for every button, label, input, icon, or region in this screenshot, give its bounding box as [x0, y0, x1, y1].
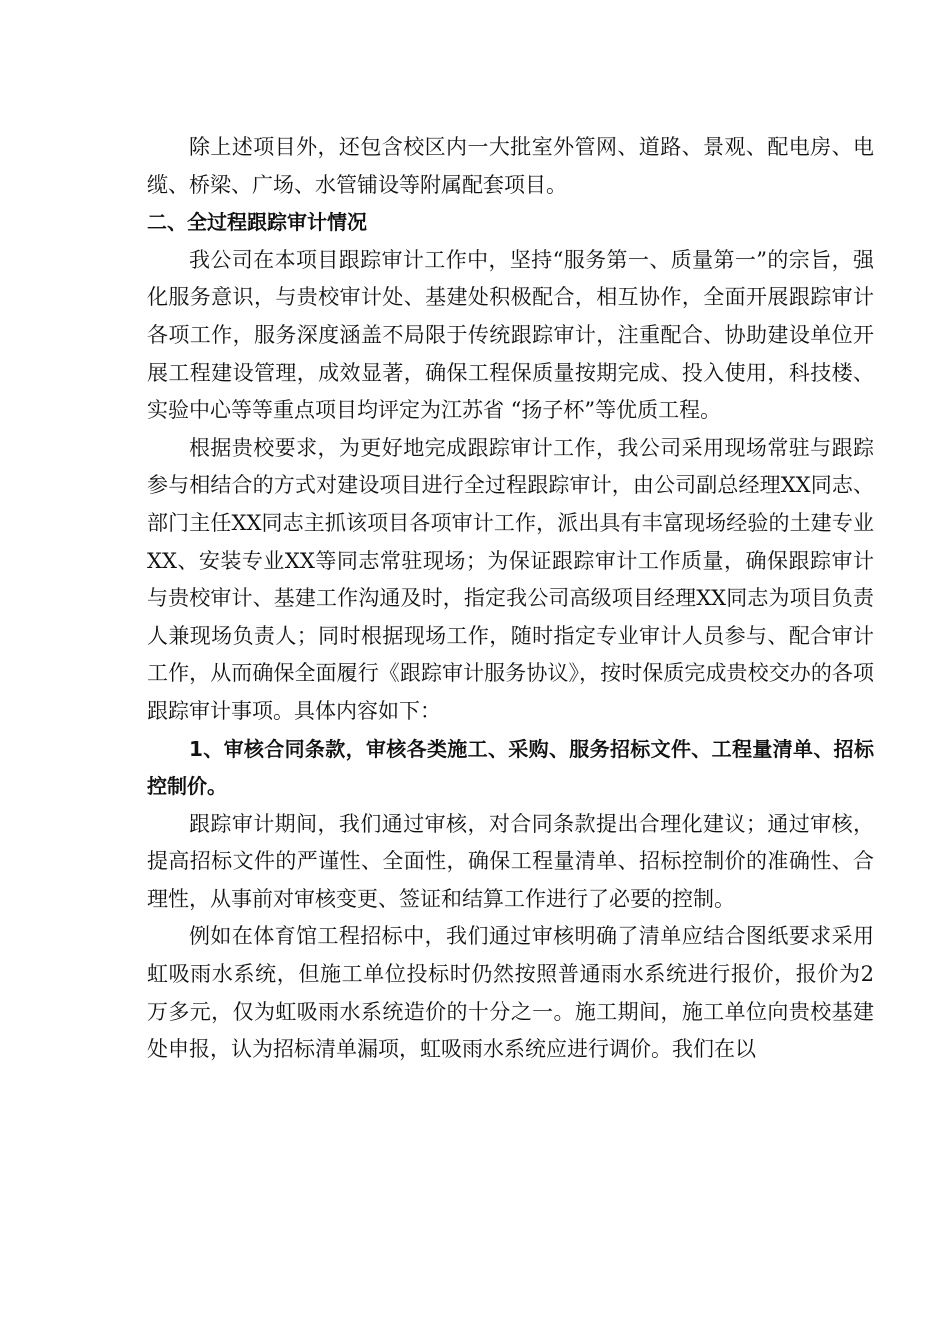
paragraph-audit-arrangement: 根据贵校要求，为更好地完成跟踪审计工作，我公司采用现场常驻与跟踪参与相结合的方式对建设项目进行全过程跟踪审计，由公司副总经理XX同志、部门主任XX同志主抓该项目各项审计工作，派出具有丰富现场经验的土建专业XX、安装专业XX等同志常驻现场；为保证跟踪审计工作质量，确保跟踪审计与贵校审计、基建工作沟通及时，指定我公司高级项目经理XX同志为项目负责人兼现场负责人；同时根据现场工作，随时指定专业审计人员参与、配合审计工作，从而确保全面履行《跟踪审计服务协议》，按时保质完成贵校交办的各项跟踪审计事项。具体内容如下： [147, 435, 874, 723]
paragraph-supporting-projects: 除上述项目外，还包含校区内一大批室外管网、道路、景观、配电房、电缆、桥梁、广场、水管铺设等附属配套项目。 [147, 135, 874, 197]
section-heading-full-process-audit: 二、全过程跟踪审计情况 [147, 210, 367, 235]
paragraph-audit-period: 跟踪审计期间，我们通过审核，对合同条款提出合理化建议；通过审核，提高招标文件的严谨性、全面性，确保工程量清单、招标控制价的准确性、合理性，从事前对审核变更、签证和结算工作进行了必要的控制。 [147, 811, 874, 911]
document-page [147, 129, 874, 1069]
paragraph-gymnasium-example: 例如在体育馆工程招标中，我们通过审核明确了清单应结合图纸要求采用虹吸雨水系统，但施工单位投标时仍然按照普通雨水系统进行报价，报价为2万多元，仅为虹吸雨水系统造价的十分之一。施工期间，施工单位向贵校基建处申报，认为招标清单漏项，虹吸雨水系统应进行调价。我们在以 [147, 924, 874, 1062]
subheading-contract-review: 1、审核合同条款，审核各类施工、采购、服务招标文件、工程量清单、招标控制价。 [147, 736, 874, 799]
paragraph-service-principle: 我公司在本项目跟踪审计工作中，坚持“服务第一、质量第一”的宗旨，强化服务意识，与贵校审计处、基建处积极配合，相互协作，全面开展跟踪审计各项工作，服务深度涵盖不局限于传统跟踪审计，注重配合、协助建设单位开展工程建设管理，成效显著，确保工程保质量按期完成、投入使用，科技楼、实验中心等等重点项目均评定为江苏省 “扬子杯”等优质工程。 [147, 247, 874, 423]
